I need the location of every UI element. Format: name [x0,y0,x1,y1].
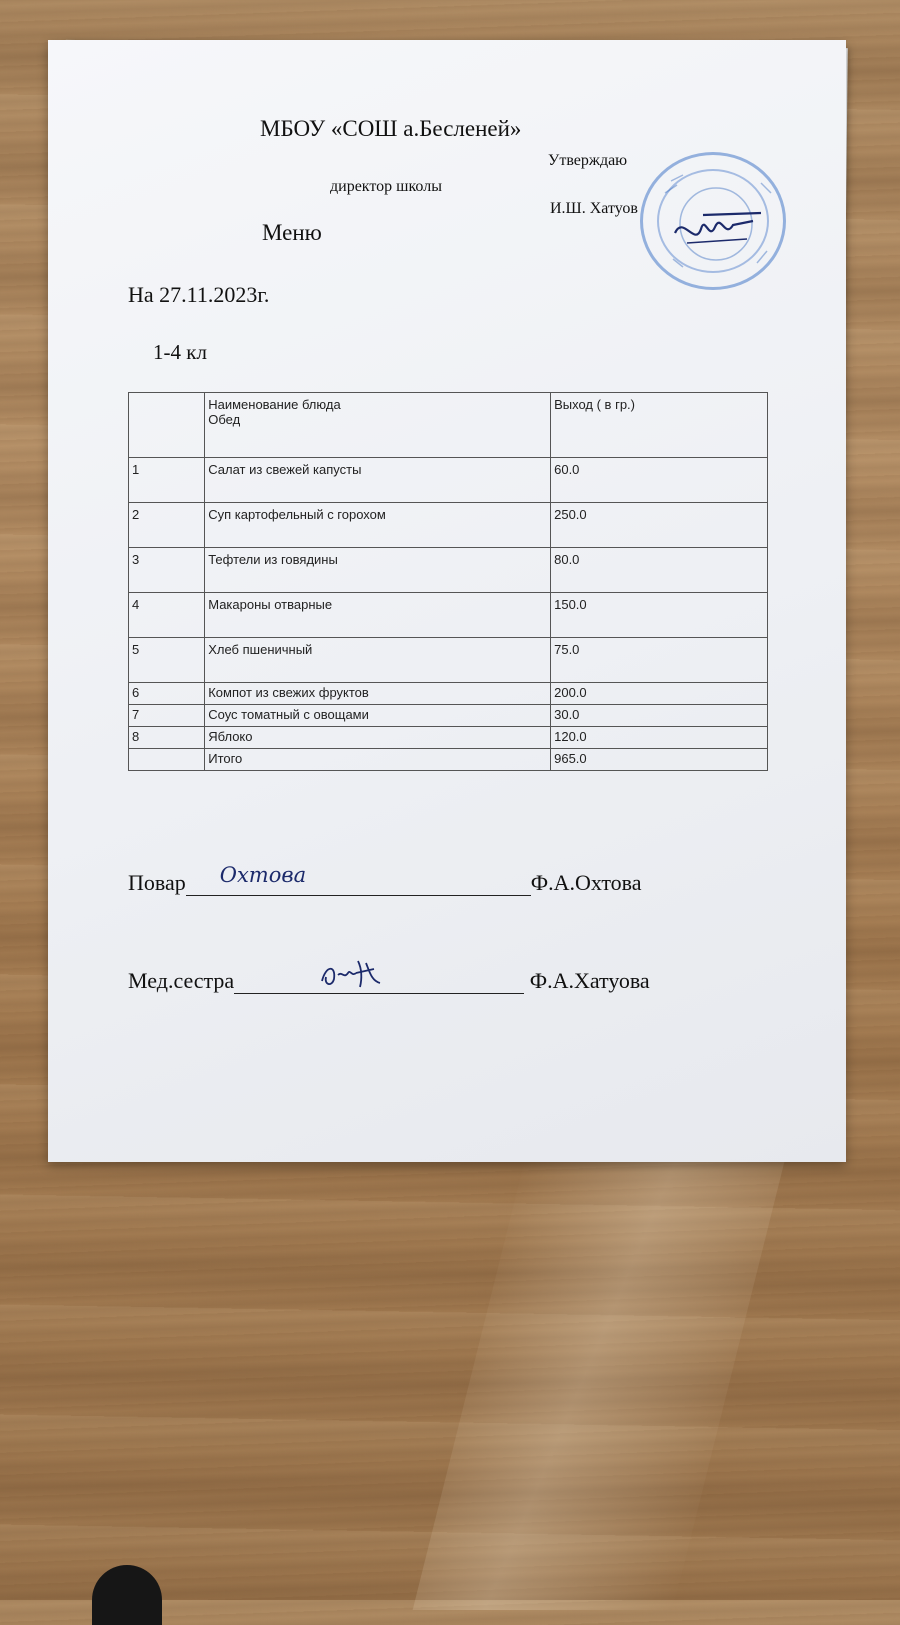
table-row [129,638,768,683]
menu-document [48,40,846,1162]
cook-signature-field [186,863,531,896]
row-output: 250.0 [551,503,768,548]
nurse-handwritten-signature [318,955,388,991]
menu-title: Меню [262,220,322,245]
row-dish: Хлеб пшеничный [205,638,551,683]
cook-handwritten-signature: Охтова [219,863,307,887]
stamp-graphic [643,155,789,293]
total-label: Итого [205,749,551,771]
nurse-name: Ф.А.Хатуова [529,968,650,993]
table-row [129,727,768,749]
cook-name: Ф.А.Охтова [530,870,642,895]
approve-label: Утверждаю [548,152,628,169]
row-num: 7 [129,705,205,727]
nurse-label: Мед.сестра [128,968,235,993]
finger-shadow [92,1565,162,1625]
table-row [129,548,768,593]
header-name-label: Наименование блюда [208,397,341,412]
school-name: МБОУ «СОШ а.Бесленей» [260,116,522,141]
menu-table [128,392,768,771]
row-num: 3 [129,548,205,593]
table-row [129,503,768,548]
row-output: 120.0 [551,727,768,749]
row-output: 30.0 [551,705,768,727]
school-stamp [640,152,786,290]
total-output: 965.0 [551,749,768,771]
cook-label: Повар [128,870,186,895]
row-output: 60.0 [551,458,768,503]
nurse-signature-line [128,968,650,994]
row-num: 4 [129,593,205,638]
table-row [129,705,768,727]
row-dish: Компот из свежих фруктов [205,683,551,705]
table-row [129,683,768,705]
row-dish: Соус томатный с овощами [205,705,551,727]
cook-signature-line [128,863,642,896]
row-dish: Салат из свежей капусты [205,458,551,503]
row-output: 150.0 [551,593,768,638]
nurse-signature-field [234,971,524,994]
row-dish: Тефтели из говядины [205,548,551,593]
header-meal-label: Обед [208,412,241,427]
row-dish: Макароны отварные [205,593,551,638]
row-dish: Суп картофельный с горохом [205,503,551,548]
row-num: 1 [129,458,205,503]
table-row [129,593,768,638]
menu-date: На 27.11.2023г. [128,282,270,307]
row-num: 5 [129,638,205,683]
light-reflection [413,1150,788,1610]
row-output: 75.0 [551,638,768,683]
row-num: 2 [129,503,205,548]
header-name-cell [205,393,551,458]
row-dish: Яблоко [205,727,551,749]
table-row [129,458,768,503]
header-num-cell [129,393,205,458]
grade-label: 1-4 кл [153,340,207,364]
row-output: 80.0 [551,548,768,593]
director-name: И.Ш. Хатуов [550,200,638,217]
row-num: 8 [129,727,205,749]
row-num: 6 [129,683,205,705]
director-title: директор школы [330,178,442,195]
total-num [129,749,205,771]
table-total-row [129,749,768,771]
row-output: 200.0 [551,683,768,705]
table-header-row [129,393,768,458]
header-output-cell: Выход ( в гр.) [551,393,768,458]
